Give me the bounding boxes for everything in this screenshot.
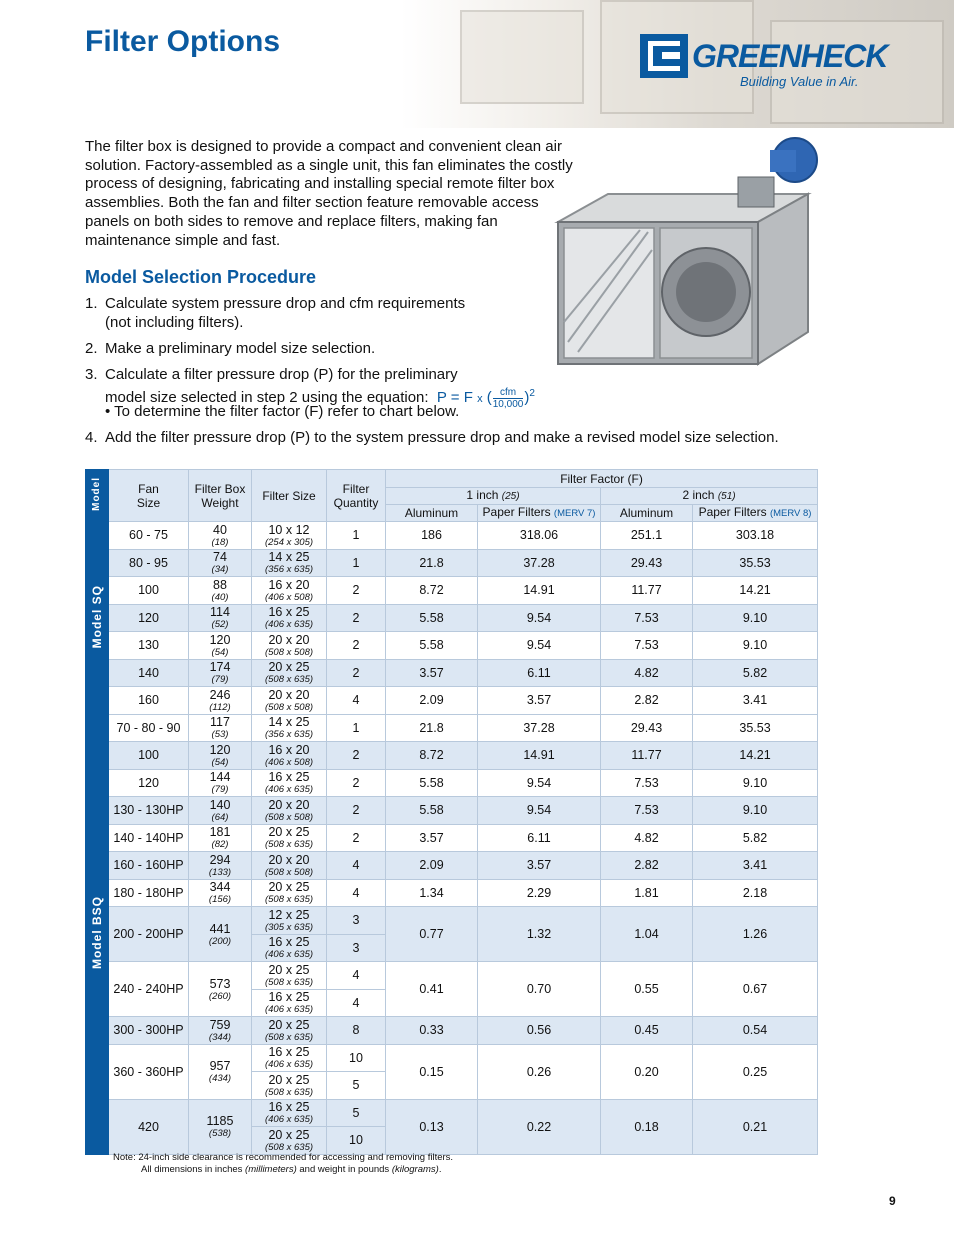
fan-size-cell: 240 - 240HP xyxy=(109,962,189,1017)
paper-2in-cell: 35.53 xyxy=(693,549,818,577)
filter-quantity-cell: 2 xyxy=(327,824,386,852)
filter-size-cell: 20 x 25 (508 x 635) xyxy=(252,824,327,852)
paper-2in-cell: 1.26 xyxy=(693,907,818,962)
aluminum-2in-cell: 29.43 xyxy=(601,714,693,742)
aluminum-1in-cell: 5.58 xyxy=(386,604,478,632)
aluminum-2in-cell: 2.82 xyxy=(601,852,693,880)
aluminum-2in-cell: 0.18 xyxy=(601,1099,693,1154)
pressure-equation: P = F x ( $\frac{\text{cfm}}{10,000}$ )$^2$ xyxy=(436,386,535,410)
filter-quantity-cell: 3 xyxy=(327,934,386,962)
filter-size-cell: 20 x 25 (508 x 635) xyxy=(252,1127,327,1155)
intro-paragraph: The filter box is designed to provide a compact and convenient clean air solution. Factory-assembled as a single unit, this fan eliminates the costly process of designing, fabricating and installing special remote filter box assemblies. Both the fan and filter section feature removable access panels on both sides to remove and replace filters, making fan maintenance simple and fast. xyxy=(85,138,573,249)
fan-size-cell: 160 - 160HP xyxy=(109,852,189,880)
paper-1in-cell: 9.54 xyxy=(478,632,601,660)
paper-1in-cell: 318.06 xyxy=(478,522,601,550)
filter-size-cell: 16 x 20 (406 x 508) xyxy=(252,742,327,770)
filter-quantity-cell: 2 xyxy=(327,769,386,797)
filter-factor-header: Filter Factor (F) xyxy=(386,470,818,488)
paper-2in-cell: 5.82 xyxy=(693,824,818,852)
fan-size-cell: 80 - 95 xyxy=(109,549,189,577)
filter-quantity-cell: 2 xyxy=(327,577,386,605)
paper-1in-cell: 9.54 xyxy=(478,769,601,797)
filter-size-cell: 16 x 25 (406 x 635) xyxy=(252,989,327,1017)
step-bullet: • To determine the filter factor (F) refer to chart below. xyxy=(105,403,460,420)
paper-2in-cell: 0.25 xyxy=(693,1044,818,1099)
filter-quantity-cell: 4 xyxy=(327,879,386,907)
paper-2in-cell: 14.21 xyxy=(693,742,818,770)
aluminum-2in-cell: 1.04 xyxy=(601,907,693,962)
one-inch-header: 1 inch (25) xyxy=(386,488,601,505)
filter-size-cell: 20 x 25 (508 x 635) xyxy=(252,1017,327,1045)
paper-2in-cell: 14.21 xyxy=(693,577,818,605)
paper-1in-cell: 9.54 xyxy=(478,797,601,825)
filter-size-cell: 16 x 25 (406 x 635) xyxy=(252,1044,327,1072)
aluminum-2in-cell: 4.82 xyxy=(601,824,693,852)
filter-quantity-cell: 2 xyxy=(327,659,386,687)
table-row xyxy=(86,962,818,990)
filter-quantity-cell: 4 xyxy=(327,852,386,880)
fan-size-cell: 60 - 75 xyxy=(109,522,189,550)
weight-cell: 344 (156) xyxy=(189,879,252,907)
aluminum-1in-cell: 0.41 xyxy=(386,962,478,1017)
brand-tagline: Building Value in Air. xyxy=(740,74,859,89)
table-note: Note: 24-inch side clearance is recommended for accessing and removing filters. All dimensions in inches (millimeters) and weight in pounds (kilograms). xyxy=(113,1152,454,1175)
fan-size-cell: 180 - 180HP xyxy=(109,879,189,907)
weight-cell: 144 (79) xyxy=(189,769,252,797)
aluminum-1in-cell: 2.09 xyxy=(386,687,478,715)
weight-cell: 294 (133) xyxy=(189,852,252,880)
aluminum-2in-cell: 2.82 xyxy=(601,687,693,715)
aluminum-1in-cell: 0.77 xyxy=(386,907,478,962)
step-number: 4. xyxy=(85,429,98,446)
aluminum-1in-cell: 2.09 xyxy=(386,852,478,880)
paper-2in-cell: 0.54 xyxy=(693,1017,818,1045)
fan-size-cell: 300 - 300HP xyxy=(109,1017,189,1045)
table-row xyxy=(86,632,818,660)
aluminum-1in-cell: 5.58 xyxy=(386,769,478,797)
fan-size-cell: 120 xyxy=(109,769,189,797)
filter-size-cell: 10 x 12 (254 x 305) xyxy=(252,522,327,550)
aluminum-1in-cell: 3.57 xyxy=(386,824,478,852)
step-text: Calculate system pressure drop and cfm requirements xyxy=(105,295,466,312)
paper-1in-cell: 37.28 xyxy=(478,714,601,742)
aluminum-1in-cell: 21.8 xyxy=(386,714,478,742)
table-row xyxy=(86,714,818,742)
filter-size-cell: 20 x 25 (508 x 635) xyxy=(252,1072,327,1100)
paper-1in-cell: 2.29 xyxy=(478,879,601,907)
paper-1in-cell: 0.56 xyxy=(478,1017,601,1045)
weight-cell: 114 (52) xyxy=(189,604,252,632)
page-title: Filter Options xyxy=(85,25,280,58)
aluminum-1in-cell: 0.15 xyxy=(386,1044,478,1099)
aluminum-1in-cell: 1.34 xyxy=(386,879,478,907)
fan-size-cell: 420 xyxy=(109,1099,189,1154)
paper-1in-cell: 6.11 xyxy=(478,659,601,687)
aluminum-2in-cell: 4.82 xyxy=(601,659,693,687)
aluminum-1in-cell: 8.72 xyxy=(386,577,478,605)
weight-cell: 120 (54) xyxy=(189,742,252,770)
filter-size-cell: 20 x 20 (508 x 508) xyxy=(252,852,327,880)
weight-cell: 573 (260) xyxy=(189,962,252,1017)
paper-1in-header: Paper Filters (MERV 7) xyxy=(478,505,601,522)
table-row xyxy=(86,824,818,852)
fan-size-cell: 100 xyxy=(109,577,189,605)
aluminum-2in-cell: 7.53 xyxy=(601,769,693,797)
filter-quantity-cell: 10 xyxy=(327,1127,386,1155)
aluminum-2in-header: Aluminum xyxy=(601,505,693,522)
paper-2in-cell: 0.67 xyxy=(693,962,818,1017)
model-bsq-label: Model BSQ xyxy=(86,714,109,1154)
filter-quantity-cell: 1 xyxy=(327,549,386,577)
filter-size-cell: 16 x 20 (406 x 508) xyxy=(252,577,327,605)
aluminum-2in-cell: 0.55 xyxy=(601,962,693,1017)
paper-1in-cell: 1.32 xyxy=(478,907,601,962)
table-row xyxy=(86,1044,818,1072)
aluminum-2in-cell: 0.20 xyxy=(601,1044,693,1099)
aluminum-2in-cell: 1.81 xyxy=(601,879,693,907)
fan-size-cell: 360 - 360HP xyxy=(109,1044,189,1099)
filter-quantity-header: Filter Quantity xyxy=(327,470,386,522)
paper-2in-cell: 35.53 xyxy=(693,714,818,742)
filter-box-fan-illustration xyxy=(548,132,828,378)
aluminum-1in-cell: 0.33 xyxy=(386,1017,478,1045)
fan-size-header: Fan Size xyxy=(109,470,189,522)
paper-1in-cell: 9.54 xyxy=(478,604,601,632)
paper-1in-cell: 3.57 xyxy=(478,852,601,880)
filter-size-cell: 12 x 25 (305 x 635) xyxy=(252,907,327,935)
paper-2in-cell: 9.10 xyxy=(693,797,818,825)
weight-cell: 117 (53) xyxy=(189,714,252,742)
paper-1in-cell: 37.28 xyxy=(478,549,601,577)
filter-size-cell: 14 x 25 (356 x 635) xyxy=(252,714,327,742)
aluminum-2in-cell: 7.53 xyxy=(601,632,693,660)
table-row xyxy=(86,797,818,825)
paper-2in-cell: 3.41 xyxy=(693,687,818,715)
table-row xyxy=(86,577,818,605)
filter-quantity-cell: 5 xyxy=(327,1072,386,1100)
table-row xyxy=(86,1099,818,1127)
two-inch-header: 2 inch (51) xyxy=(601,488,818,505)
step-number: 2. xyxy=(85,340,98,357)
table-row xyxy=(86,907,818,935)
aluminum-2in-cell: 0.45 xyxy=(601,1017,693,1045)
paper-2in-cell: 9.10 xyxy=(693,769,818,797)
aluminum-2in-cell: 11.77 xyxy=(601,742,693,770)
greenheck-g-icon xyxy=(640,34,688,78)
aluminum-1in-cell: 5.58 xyxy=(386,797,478,825)
filter-size-cell: 16 x 25 (406 x 635) xyxy=(252,769,327,797)
filter-quantity-cell: 4 xyxy=(327,989,386,1017)
brand-name: GREENHECK xyxy=(692,38,888,74)
model-sq-label: Model SQ xyxy=(86,522,109,715)
weight-header: Filter Box Weight xyxy=(189,470,252,522)
step-number: 3. xyxy=(85,366,98,383)
paper-2in-cell: 5.82 xyxy=(693,659,818,687)
paper-2in-cell: 3.41 xyxy=(693,852,818,880)
table-row xyxy=(86,522,818,550)
filter-quantity-cell: 4 xyxy=(327,687,386,715)
page-number: 9 xyxy=(889,1194,896,1208)
aluminum-1in-header: Aluminum xyxy=(386,505,478,522)
paper-1in-cell: 0.70 xyxy=(478,962,601,1017)
section-heading: Model Selection Procedure xyxy=(85,267,317,287)
paper-2in-cell: 2.18 xyxy=(693,879,818,907)
table-row xyxy=(86,742,818,770)
filter-size-cell: 20 x 25 (508 x 635) xyxy=(252,962,327,990)
aluminum-1in-cell: 8.72 xyxy=(386,742,478,770)
table-row xyxy=(86,604,818,632)
fan-size-cell: 160 xyxy=(109,687,189,715)
aluminum-1in-cell: 186 xyxy=(386,522,478,550)
aluminum-2in-cell: 251.1 xyxy=(601,522,693,550)
filter-factor-table xyxy=(85,469,818,1155)
table-row xyxy=(86,549,818,577)
paper-2in-cell: 9.10 xyxy=(693,604,818,632)
table-row xyxy=(86,687,818,715)
fan-size-cell: 130 - 130HP xyxy=(109,797,189,825)
step-text: (not including filters). xyxy=(105,314,244,331)
filter-size-cell: 20 x 20 (508 x 508) xyxy=(252,632,327,660)
weight-cell: 140 (64) xyxy=(189,797,252,825)
filter-size-cell: 20 x 25 (508 x 635) xyxy=(252,659,327,687)
step-text: Add the filter pressure drop (P) to the system pressure drop and make a revised model size selection. xyxy=(105,429,779,446)
aluminum-1in-cell: 5.58 xyxy=(386,632,478,660)
weight-cell: 246 (112) xyxy=(189,687,252,715)
model-column-header: Model xyxy=(86,470,109,522)
aluminum-1in-cell: 0.13 xyxy=(386,1099,478,1154)
filter-quantity-cell: 10 xyxy=(327,1044,386,1072)
paper-1in-cell: 14.91 xyxy=(478,577,601,605)
fan-size-cell: 100 xyxy=(109,742,189,770)
weight-cell: 759 (344) xyxy=(189,1017,252,1045)
filter-quantity-cell: 2 xyxy=(327,797,386,825)
filter-quantity-cell: 1 xyxy=(327,522,386,550)
table-row xyxy=(86,852,818,880)
fan-size-cell: 120 xyxy=(109,604,189,632)
filter-size-header: Filter Size xyxy=(252,470,327,522)
filter-size-cell: 16 x 25 (406 x 635) xyxy=(252,934,327,962)
table-row xyxy=(86,769,818,797)
filter-size-cell: 16 x 25 (406 x 635) xyxy=(252,1099,327,1127)
paper-1in-cell: 3.57 xyxy=(478,687,601,715)
greenheck-logo xyxy=(640,34,888,92)
paper-1in-cell: 14.91 xyxy=(478,742,601,770)
paper-2in-cell: 9.10 xyxy=(693,632,818,660)
filter-quantity-cell: 2 xyxy=(327,632,386,660)
weight-cell: 40 (18) xyxy=(189,522,252,550)
paper-2in-cell: 0.21 xyxy=(693,1099,818,1154)
aluminum-1in-cell: 21.8 xyxy=(386,549,478,577)
aluminum-2in-cell: 29.43 xyxy=(601,549,693,577)
filter-quantity-cell: 2 xyxy=(327,742,386,770)
filter-size-cell: 16 x 25 (406 x 635) xyxy=(252,604,327,632)
filter-size-cell: 20 x 20 (508 x 508) xyxy=(252,687,327,715)
weight-cell: 181 (82) xyxy=(189,824,252,852)
paper-1in-cell: 0.22 xyxy=(478,1099,601,1154)
step-number: 1. xyxy=(85,295,98,312)
filter-quantity-cell: 8 xyxy=(327,1017,386,1045)
filter-size-cell: 14 x 25 (356 x 635) xyxy=(252,549,327,577)
paper-2in-cell: 303.18 xyxy=(693,522,818,550)
weight-cell: 957 (434) xyxy=(189,1044,252,1099)
paper-1in-cell: 6.11 xyxy=(478,824,601,852)
filter-size-cell: 20 x 20 (508 x 508) xyxy=(252,797,327,825)
fan-size-cell: 70 - 80 - 90 xyxy=(109,714,189,742)
table-row xyxy=(86,879,818,907)
table-row xyxy=(86,659,818,687)
filter-quantity-cell: 2 xyxy=(327,604,386,632)
paper-1in-cell: 0.26 xyxy=(478,1044,601,1099)
step-text-equation-line: model size selected in step 2 using the equation: P = F x ( $\frac{\text{cfm}}{10,000}$ )$^2$ xyxy=(105,386,535,410)
filter-quantity-cell: 5 xyxy=(327,1099,386,1127)
weight-cell: 174 (79) xyxy=(189,659,252,687)
filter-quantity-cell: 4 xyxy=(327,962,386,990)
aluminum-2in-cell: 7.53 xyxy=(601,604,693,632)
fan-size-cell: 130 xyxy=(109,632,189,660)
step-text: Calculate a filter pressure drop (P) for the preliminary xyxy=(105,366,458,383)
weight-cell: 120 (54) xyxy=(189,632,252,660)
fan-size-cell: 140 - 140HP xyxy=(109,824,189,852)
fan-size-cell: 140 xyxy=(109,659,189,687)
paper-2in-header: Paper Filters (MERV 8) xyxy=(693,505,818,522)
aluminum-1in-cell: 3.57 xyxy=(386,659,478,687)
table-row xyxy=(86,1017,818,1045)
weight-cell: 1185 (538) xyxy=(189,1099,252,1154)
aluminum-2in-cell: 7.53 xyxy=(601,797,693,825)
weight-cell: 441 (200) xyxy=(189,907,252,962)
weight-cell: 74 (34) xyxy=(189,549,252,577)
weight-cell: 88 (40) xyxy=(189,577,252,605)
step-text: Make a preliminary model size selection. xyxy=(105,340,376,357)
filter-quantity-cell: 3 xyxy=(327,907,386,935)
filter-size-cell: 20 x 25 (508 x 635) xyxy=(252,879,327,907)
aluminum-2in-cell: 11.77 xyxy=(601,577,693,605)
fan-size-cell: 200 - 200HP xyxy=(109,907,189,962)
filter-quantity-cell: 1 xyxy=(327,714,386,742)
